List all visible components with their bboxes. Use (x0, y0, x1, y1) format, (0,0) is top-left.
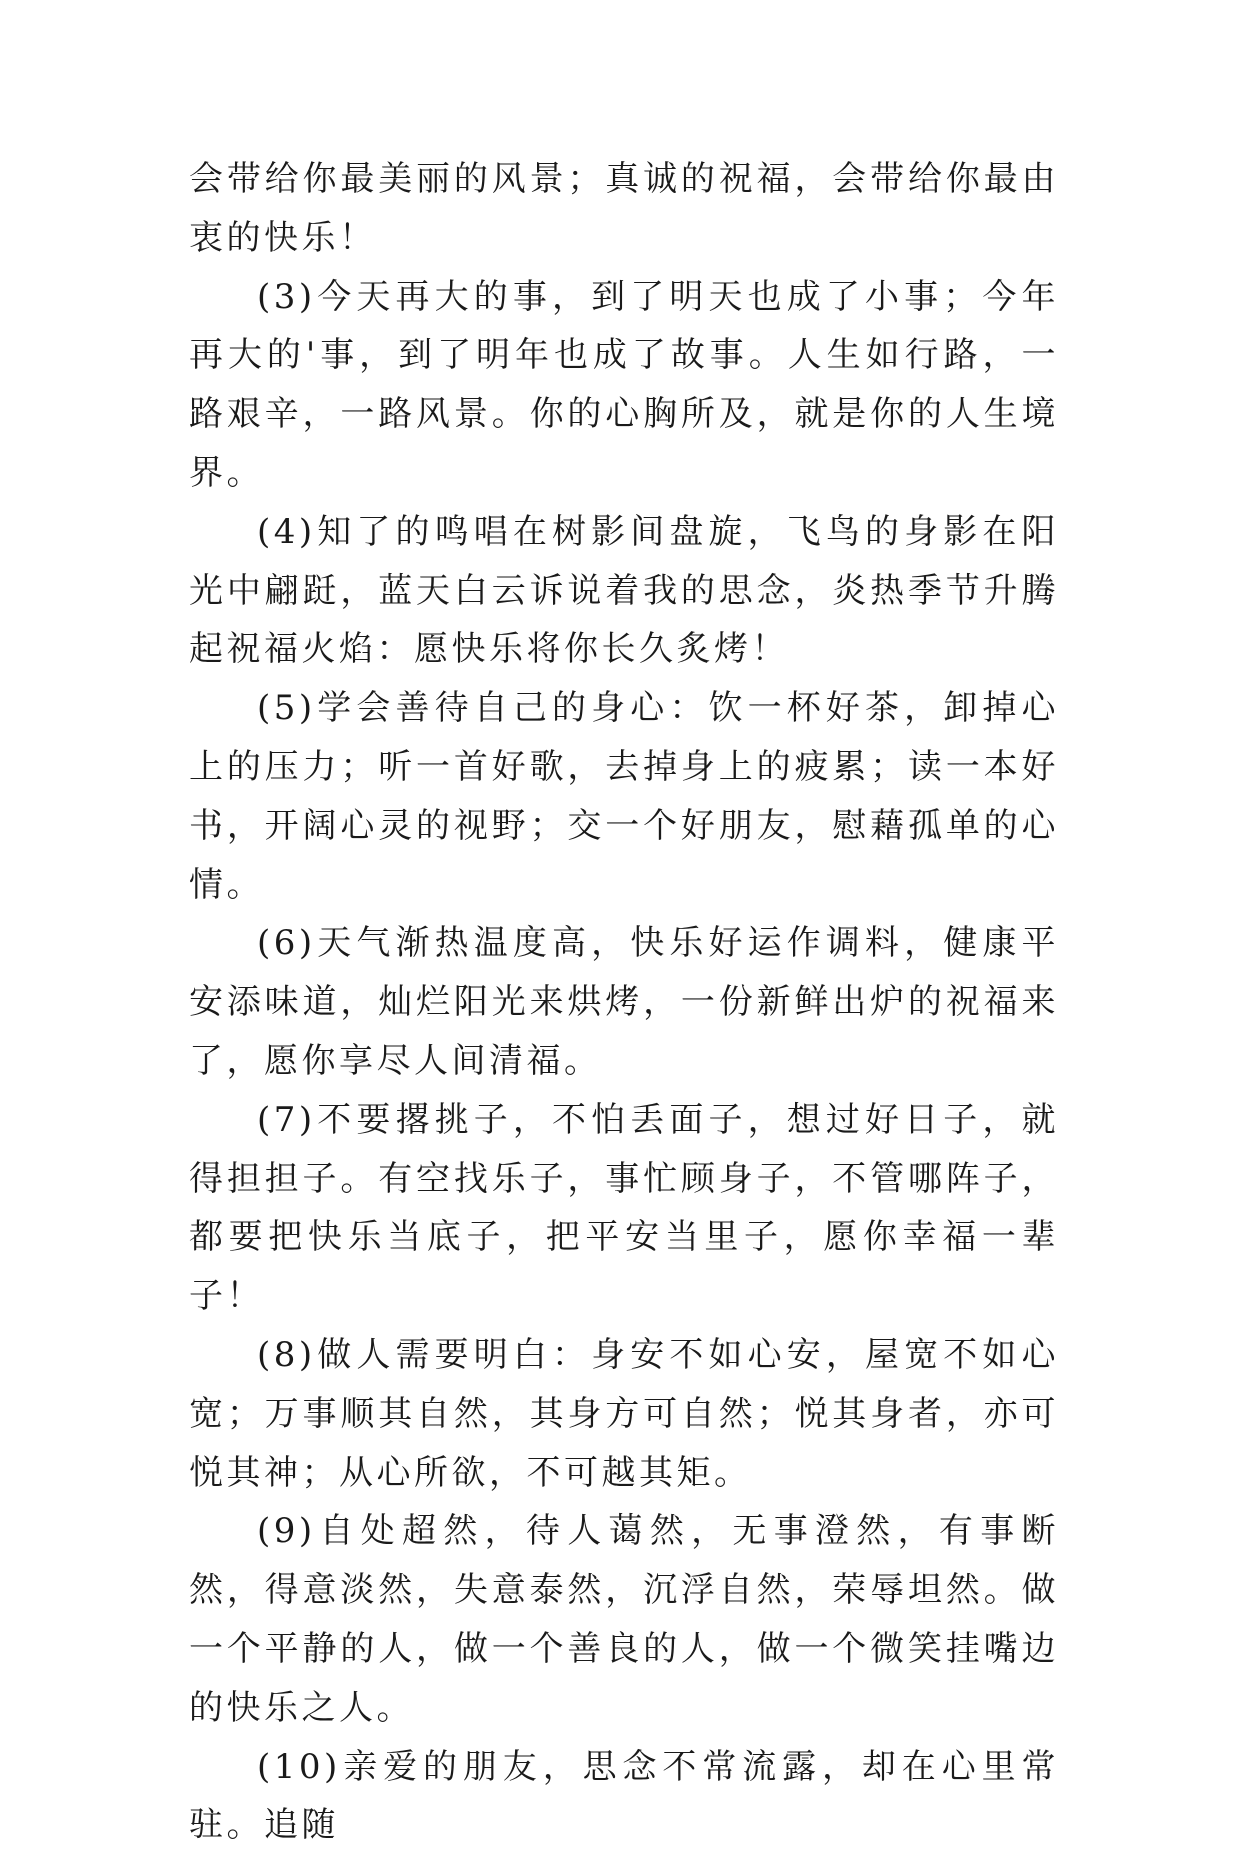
paragraph-9: (9)自处超然，待人蔼然，无事澄然，有事断然，得意淡然，失意泰然，沉浮自然，荣辱坦然。做一个平静的人，做一个善良的人，做一个微笑挂嘴边的快乐之人。 (189, 1511, 1059, 1728)
paragraph-continued: 会带给你最美丽的风景；真诚的祝福，会带给你最由衷的快乐！ (189, 159, 1059, 258)
paragraph-4: (4)知了的鸣唱在树影间盘旋，飞鸟的身影在阳光中翩跹，蓝天白云诉说着我的思念，炎热季节升腾起祝福火焰：愿快乐将你长久炙烤！ (189, 511, 1059, 670)
paragraph-8: (8)做人需要明白：身安不如心安，屋宽不如心宽；万事顺其自然，其身方可自然；悦其身者，亦可悦其神；从心所欲，不可越其矩。 (189, 1334, 1059, 1493)
paragraph-6: (6)天气渐热温度高，快乐好运作调料，健康平安添味道，灿烂阳光来烘烤，一份新鲜出炉的祝福来了，愿你享尽人间清福。 (189, 923, 1059, 1081)
paragraph-5: (5)学会善待自己的身心：饮一杯好茶，卸掉心上的压力；听一首好歌，去掉身上的疲累；读一本好书，开阔心灵的视野；交一个好朋友，慰藉孤单的心情。 (189, 688, 1059, 905)
paragraph-7: (7)不要撂挑子，不怕丢面子，想过好日子，就得担担子。有空找乐子，事忙顾身子，不管哪阵子，都要把快乐当底子，把平安当里子，愿你幸福一辈子！ (189, 1099, 1059, 1317)
document-body (189, 150, 1059, 1855)
paragraph-10: (10)亲爱的朋友，思念不常流露，却在心里常驻。追随 (189, 1746, 1059, 1846)
paragraph-3: (3)今天再大的事，到了明天也成了小事；今年再大的'事，到了明年也成了故事。人生如行路，一路艰辛，一路风景。你的心胸所及，就是你的人生境界。 (189, 276, 1059, 493)
